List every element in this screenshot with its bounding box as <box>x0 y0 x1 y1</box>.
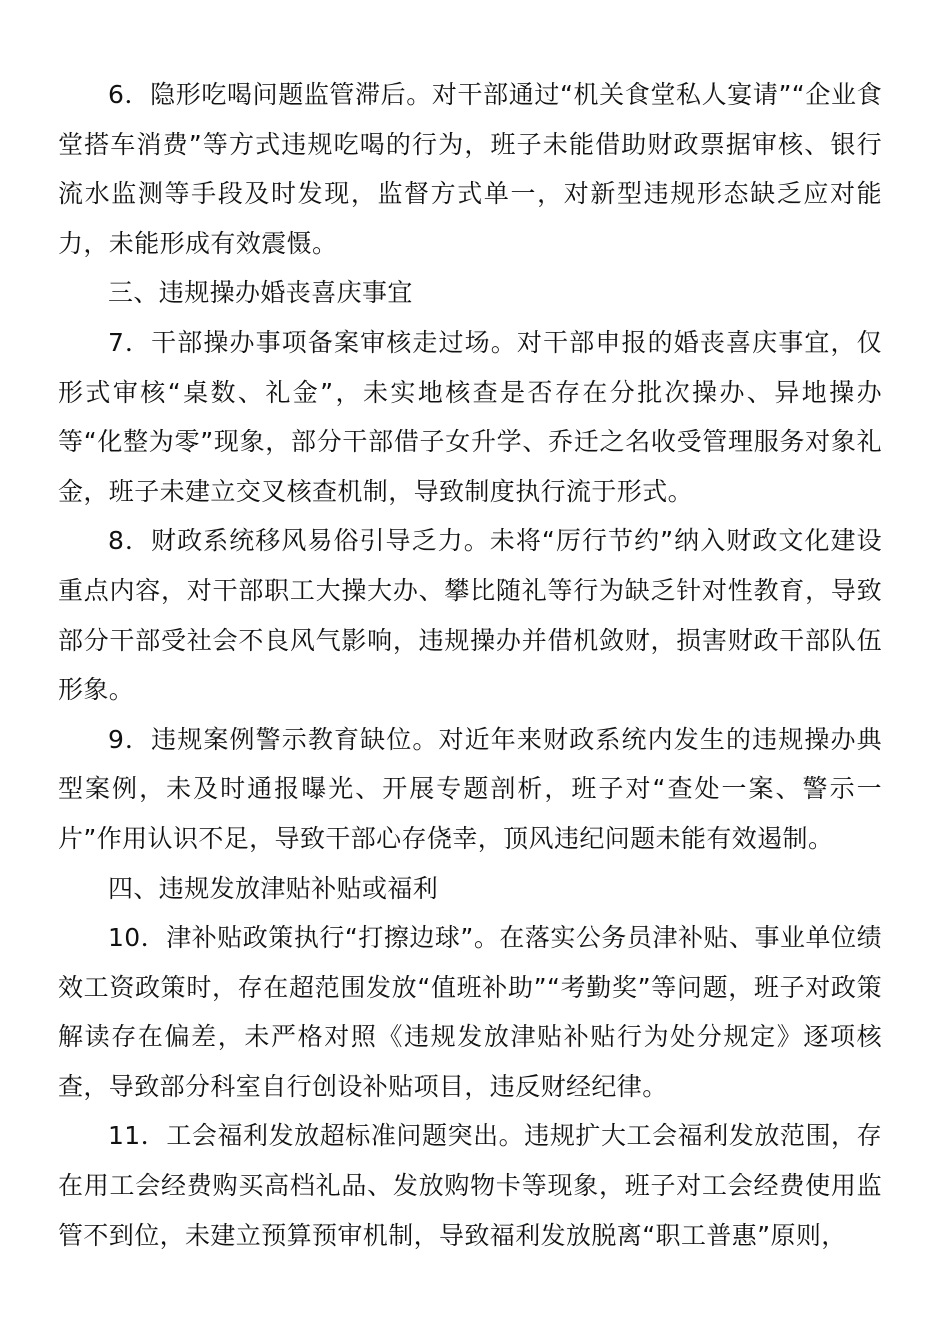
paragraph-item-7: 7．干部操办事项备案审核走过场。对干部申报的婚丧喜庆事宜，仅形式审核“桌数、礼金”，未实地核查是否存在分批次操办、异地操办等“化整为零”现象，部分干部借子女升学、乔迁之名收受管理服务对象礼金，班子未建立交叉核查机制，导致制度执行流于形式。 <box>58 327 882 506</box>
section-heading-3: 三、违规操办婚丧喜庆事宜 <box>108 278 413 308</box>
paragraph-item-9: 9．违规案例警示教育缺位。对近年来财政系统内发生的违规操办典型案例，未及时通报曝光、开展专题剖析，班子对“查处一案、警示一片”作用认识不足，导致干部心存侥幸，顶风违纪问题未能有效遏制。 <box>58 724 882 853</box>
section-heading-4: 四、违规发放津贴补贴或福利 <box>108 873 439 903</box>
paragraph-item-6: 6．隐形吃喝问题监管滞后。对干部通过“机关食堂私人宴请”“企业食堂搭车消费”等方式违规吃喝的行为，班子未能借助财政票据审核、银行流水监测等手段及时发现，监督方式单一，对新型违规形态缺乏应对能力，未能形成有效震慑。 <box>58 80 882 258</box>
paragraph-item-8: 8．财政系统移风易俗引导乏力。未将“厉行节约”纳入财政文化建设重点内容，对干部职工大操大办、攀比随礼等行为缺乏针对性教育，导致部分干部受社会不良风气影响，违规操办并借机敛财，损害财政干部队伍形象。 <box>58 526 882 705</box>
paragraph-item-10: 10．津补贴政策执行“打擦边球”。在落实公务员津补贴、事业单位绩效工资政策时，存在超范围发放“值班补助”“考勤奖”等问题，班子对政策解读存在偏差，未严格对照《违规发放津贴补贴行为处分规定》逐项核查，导致部分科室自行创设补贴项目，违反财经纪律。 <box>58 923 882 1101</box>
paragraph-item-11: 11．工会福利发放超标准问题突出。违规扩大工会福利发放范围，存在用工会经费购买高档礼品、发放购物卡等现象，班子对工会经费使用监管不到位，未建立预算预审机制，导致福利发放脱离“职工普惠”原则， <box>58 1121 882 1250</box>
